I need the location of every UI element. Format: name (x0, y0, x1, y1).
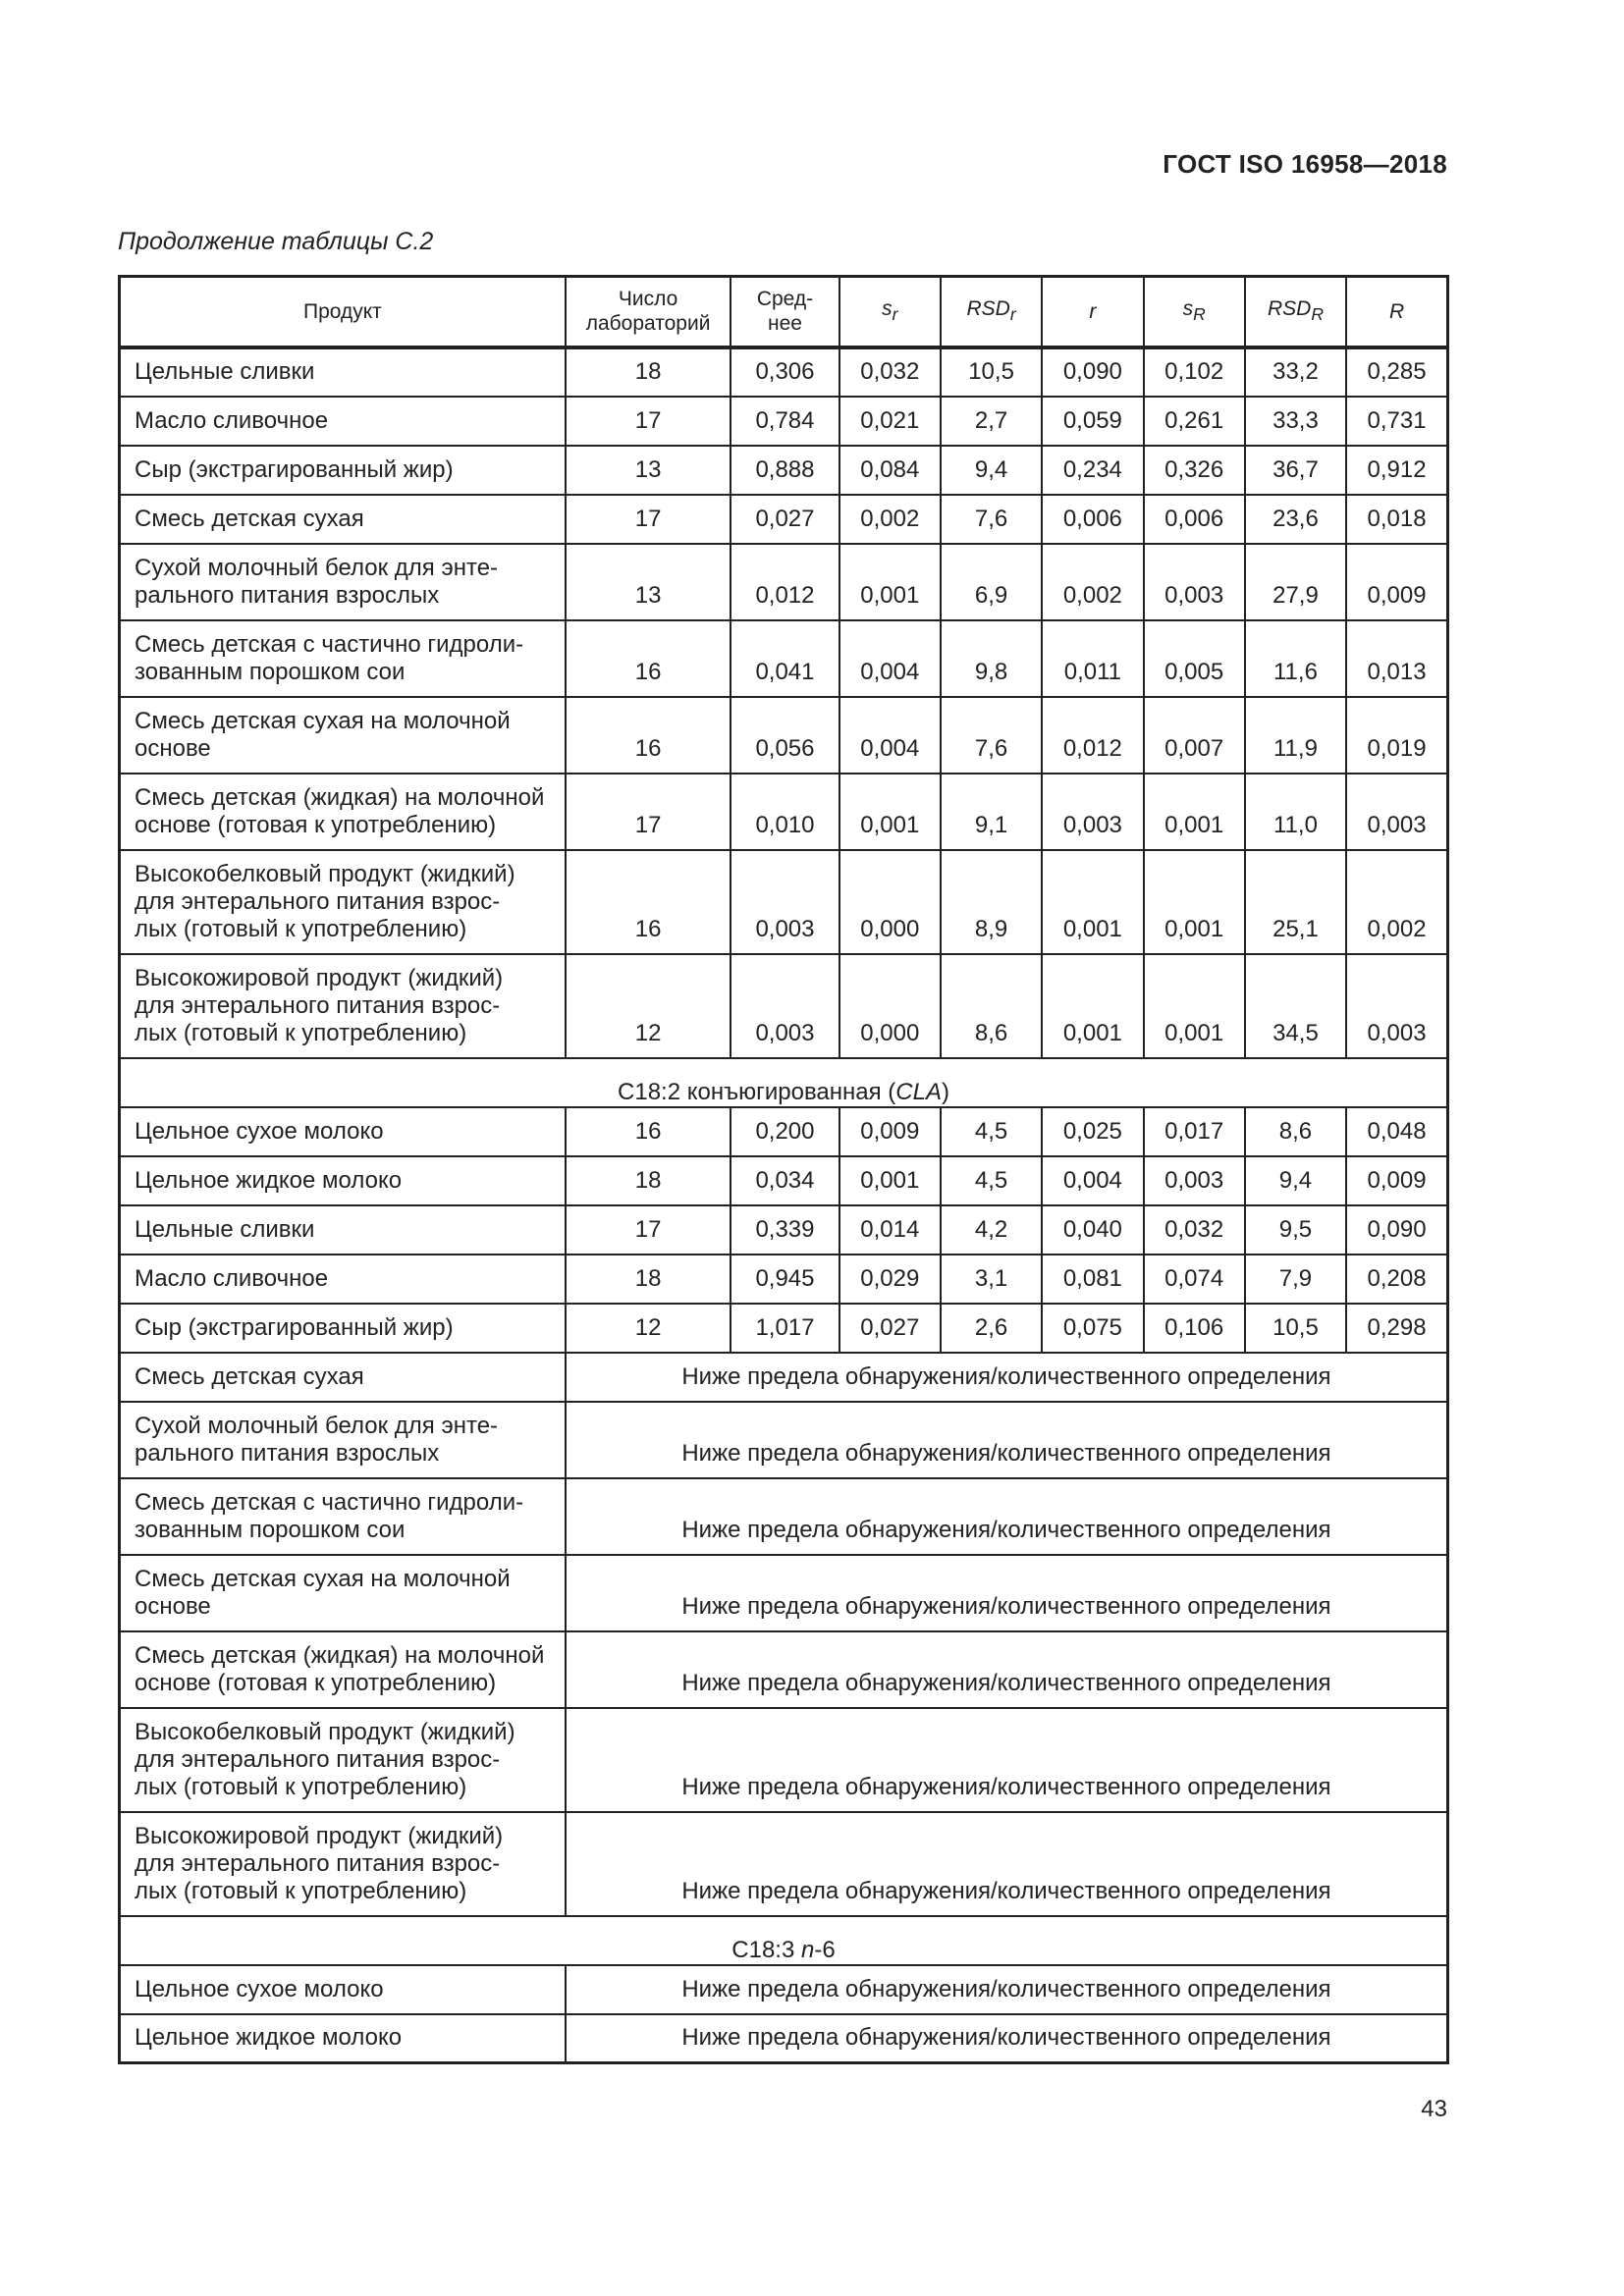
table-row (120, 446, 1448, 495)
value-rsdR: 11,0 (1245, 774, 1346, 850)
product-name: Смесь детская сухая (120, 495, 566, 544)
section-header-cla (120, 1058, 1448, 1107)
below-limit-note: Ниже предела обнаружения/количественного определения (566, 2014, 1448, 2063)
below-limit-note: Ниже предела обнаружения/количественного определения (566, 1812, 1448, 1916)
product-name: Сухой молочный белок для энте- рального питания взрослых (120, 1402, 566, 1478)
value-sR: 0,326 (1144, 446, 1245, 495)
value-labs: 16 (566, 850, 731, 954)
page-number: 43 (1421, 2096, 1447, 2122)
value-sr: 0,001 (839, 774, 941, 850)
value-R: 0,002 (1346, 850, 1447, 954)
product-name: Смесь детская сухая (120, 1353, 566, 1402)
value-sR: 0,017 (1144, 1107, 1245, 1156)
value-sR: 0,007 (1144, 697, 1245, 774)
value-rsdR: 34,5 (1245, 954, 1346, 1058)
value-mean: 0,056 (731, 697, 839, 774)
value-R: 0,009 (1346, 544, 1447, 620)
value-sR: 0,005 (1144, 620, 1245, 697)
value-mean: 0,888 (731, 446, 839, 495)
product-name: Смесь детская сухая на молочной основе (120, 1555, 566, 1631)
product-name: Смесь детская с частично гидроли- зованным порошком сои (120, 1478, 566, 1555)
value-sr: 0,001 (839, 1156, 941, 1205)
value-rsdr: 10,5 (941, 347, 1042, 397)
value-R: 0,298 (1346, 1304, 1447, 1353)
value-sr: 0,000 (839, 954, 941, 1058)
product-name: Смесь детская сухая на молочной основе (120, 697, 566, 774)
product-name: Цельное жидкое молоко (120, 1156, 566, 1205)
col-header-R: R (1346, 277, 1447, 347)
value-r: 0,001 (1042, 954, 1143, 1058)
value-labs: 12 (566, 954, 731, 1058)
data-table (118, 275, 1449, 2064)
value-rsdr: 3,1 (941, 1255, 1042, 1304)
value-rsdr: 4,5 (941, 1107, 1042, 1156)
value-rsdR: 11,6 (1245, 620, 1346, 697)
value-rsdR: 10,5 (1245, 1304, 1346, 1353)
value-sR: 0,106 (1144, 1304, 1245, 1353)
value-rsdr: 2,6 (941, 1304, 1042, 1353)
table-row (120, 850, 1448, 954)
table-row (120, 1304, 1448, 1353)
value-rsdr: 2,7 (941, 397, 1042, 446)
value-labs: 16 (566, 620, 731, 697)
below-limit-note: Ниже предела обнаружения/количественного определения (566, 1353, 1448, 1402)
value-r: 0,234 (1042, 446, 1143, 495)
value-mean: 0,034 (731, 1156, 839, 1205)
value-R: 0,912 (1346, 446, 1447, 495)
value-r: 0,059 (1042, 397, 1143, 446)
value-rsdr: 7,6 (941, 495, 1042, 544)
table-row (120, 1708, 1448, 1812)
col-header-rsdR: $RSD_R$ (1245, 277, 1346, 347)
value-rsdr: 8,9 (941, 850, 1042, 954)
value-sr: 0,029 (839, 1255, 941, 1304)
value-mean: 0,945 (731, 1255, 839, 1304)
value-rsdr: 9,4 (941, 446, 1042, 495)
below-limit-note: Ниже предела обнаружения/количественного определения (566, 1708, 1448, 1812)
col-header-mean: Сред- нее (731, 277, 839, 347)
value-R: 0,019 (1346, 697, 1447, 774)
value-R: 0,208 (1346, 1255, 1447, 1304)
value-r: 0,003 (1042, 774, 1143, 850)
below-limit-note: Ниже предела обнаружения/количественного определения (566, 1555, 1448, 1631)
value-mean: 0,027 (731, 495, 839, 544)
col-header-sR: $s_R$ (1144, 277, 1245, 347)
product-name: Масло сливочное (120, 1255, 566, 1304)
product-name: Цельное сухое молоко (120, 1107, 566, 1156)
table-row (120, 620, 1448, 697)
value-sR: 0,001 (1144, 850, 1245, 954)
section-title: С18:3 n-6 (120, 1916, 1448, 1965)
table-row (120, 347, 1448, 397)
value-rsdr: 8,6 (941, 954, 1042, 1058)
value-labs: 17 (566, 397, 731, 446)
product-name: Сыр (экстрагированный жир) (120, 1304, 566, 1353)
table-row (120, 697, 1448, 774)
product-name: Цельные сливки (120, 1205, 566, 1255)
value-rsdR: 9,4 (1245, 1156, 1346, 1205)
value-rsdR: 7,9 (1245, 1255, 1346, 1304)
col-header-sr: $s_r$ (839, 277, 941, 347)
col-header-rsdr: $RSD_r$ (941, 277, 1042, 347)
table-row (120, 495, 1448, 544)
value-sR: 0,032 (1144, 1205, 1245, 1255)
value-R: 0,009 (1346, 1156, 1447, 1205)
below-limit-note: Ниже предела обнаружения/количественного определения (566, 1402, 1448, 1478)
value-r: 0,081 (1042, 1255, 1143, 1304)
value-rsdR: 8,6 (1245, 1107, 1346, 1156)
table-row (120, 1965, 1448, 2014)
value-rsdR: 27,9 (1245, 544, 1346, 620)
value-labs: 16 (566, 697, 731, 774)
section-title: С18:2 конъюгированная (CLA) (120, 1058, 1448, 1107)
below-limit-note: Ниже предела обнаружения/количественного определения (566, 1631, 1448, 1708)
value-labs: 13 (566, 544, 731, 620)
value-r: 0,040 (1042, 1205, 1143, 1255)
product-name: Цельное жидкое молоко (120, 2014, 566, 2063)
col-header-r: r (1042, 277, 1143, 347)
value-rsdR: 33,2 (1245, 347, 1346, 397)
value-rsdR: 9,5 (1245, 1205, 1346, 1255)
value-sr: 0,004 (839, 620, 941, 697)
value-sr: 0,009 (839, 1107, 941, 1156)
table-row (120, 397, 1448, 446)
value-mean: 0,200 (731, 1107, 839, 1156)
product-name: Масло сливочное (120, 397, 566, 446)
value-sR: 0,102 (1144, 347, 1245, 397)
table-row (120, 1478, 1448, 1555)
value-R: 0,731 (1346, 397, 1447, 446)
value-rsdR: 36,7 (1245, 446, 1346, 495)
value-R: 0,018 (1346, 495, 1447, 544)
value-mean: 0,003 (731, 954, 839, 1058)
value-sR: 0,074 (1144, 1255, 1245, 1304)
product-name: Высокобелковый продукт (жидкий) для энтерального питания взрос- лых (готовый к употреблению) (120, 850, 566, 954)
value-sR: 0,006 (1144, 495, 1245, 544)
product-name: Сыр (экстрагированный жир) (120, 446, 566, 495)
value-rsdr: 7,6 (941, 697, 1042, 774)
value-rsdr: 6,9 (941, 544, 1042, 620)
table-header (120, 277, 1448, 347)
table-row (120, 1353, 1448, 1402)
value-sR: 0,001 (1144, 954, 1245, 1058)
value-sr: 0,002 (839, 495, 941, 544)
value-labs: 13 (566, 446, 731, 495)
value-mean: 0,339 (731, 1205, 839, 1255)
product-name: Смесь детская (жидкая) на молочной основе (готовая к употреблению) (120, 1631, 566, 1708)
value-R: 0,003 (1346, 774, 1447, 850)
value-mean: 1,017 (731, 1304, 839, 1353)
value-labs: 17 (566, 495, 731, 544)
below-limit-note: Ниже предела обнаружения/количественного определения (566, 1478, 1448, 1555)
value-r: 0,012 (1042, 697, 1143, 774)
value-labs: 17 (566, 1205, 731, 1255)
value-sr: 0,032 (839, 347, 941, 397)
value-rsdr: 4,2 (941, 1205, 1042, 1255)
value-sR: 0,003 (1144, 544, 1245, 620)
table-row (120, 1107, 1448, 1156)
value-sr: 0,027 (839, 1304, 941, 1353)
below-limit-note: Ниже предела обнаружения/количественного определения (566, 1965, 1448, 2014)
value-labs: 12 (566, 1304, 731, 1353)
value-rsdr: 9,8 (941, 620, 1042, 697)
product-name: Сухой молочный белок для энте- рального питания взрослых (120, 544, 566, 620)
value-r: 0,090 (1042, 347, 1143, 397)
table-row (120, 954, 1448, 1058)
table-row (120, 1205, 1448, 1255)
value-rsdr: 9,1 (941, 774, 1042, 850)
product-name: Высокобелковый продукт (жидкий) для энтерального питания взрос- лых (готовый к употреблению) (120, 1708, 566, 1812)
product-name: Смесь детская (жидкая) на молочной основе (готовая к употреблению) (120, 774, 566, 850)
value-sr: 0,000 (839, 850, 941, 954)
value-R: 0,285 (1346, 347, 1447, 397)
value-mean: 0,012 (731, 544, 839, 620)
value-rsdR: 25,1 (1245, 850, 1346, 954)
value-R: 0,090 (1346, 1205, 1447, 1255)
table-body (120, 347, 1448, 2063)
value-r: 0,004 (1042, 1156, 1143, 1205)
value-r: 0,075 (1042, 1304, 1143, 1353)
table-row (120, 1255, 1448, 1304)
value-rsdR: 33,3 (1245, 397, 1346, 446)
product-name: Цельные сливки (120, 347, 566, 397)
product-name: Высокожировой продукт (жидкий) для энтерального питания взрос- лых (готовый к употреблению) (120, 954, 566, 1058)
value-labs: 18 (566, 1156, 731, 1205)
table-row (120, 2014, 1448, 2063)
value-R: 0,003 (1346, 954, 1447, 1058)
table-row (120, 1555, 1448, 1631)
value-r: 0,006 (1042, 495, 1143, 544)
value-rsdr: 4,5 (941, 1156, 1042, 1205)
value-labs: 18 (566, 1255, 731, 1304)
product-name: Высокожировой продукт (жидкий) для энтерального питания взрос- лых (готовый к употреблению) (120, 1812, 566, 1916)
table-row (120, 1156, 1448, 1205)
product-name: Цельное сухое молоко (120, 1965, 566, 2014)
table-row (120, 544, 1448, 620)
value-sr: 0,084 (839, 446, 941, 495)
col-header-labs: Число лабораторий (566, 277, 731, 347)
value-sr: 0,014 (839, 1205, 941, 1255)
value-sr: 0,001 (839, 544, 941, 620)
value-r: 0,001 (1042, 850, 1143, 954)
value-mean: 0,010 (731, 774, 839, 850)
value-mean: 0,003 (731, 850, 839, 954)
value-labs: 16 (566, 1107, 731, 1156)
value-labs: 17 (566, 774, 731, 850)
document-code: ГОСТ ISO 16958—2018 (1163, 149, 1447, 179)
value-sr: 0,021 (839, 397, 941, 446)
value-R: 0,013 (1346, 620, 1447, 697)
table-row (120, 1402, 1448, 1478)
table-row (120, 774, 1448, 850)
value-sR: 0,003 (1144, 1156, 1245, 1205)
value-r: 0,002 (1042, 544, 1143, 620)
value-r: 0,025 (1042, 1107, 1143, 1156)
col-header-product: Продукт (120, 277, 566, 347)
table-caption: Продолжение таблицы С.2 (118, 228, 434, 255)
value-mean: 0,784 (731, 397, 839, 446)
value-mean: 0,306 (731, 347, 839, 397)
value-mean: 0,041 (731, 620, 839, 697)
table-row (120, 1812, 1448, 1916)
value-labs: 18 (566, 347, 731, 397)
value-R: 0,048 (1346, 1107, 1447, 1156)
section-header-c18-3 (120, 1916, 1448, 1965)
value-r: 0,011 (1042, 620, 1143, 697)
value-rsdR: 11,9 (1245, 697, 1346, 774)
value-sR: 0,001 (1144, 774, 1245, 850)
product-name: Смесь детская с частично гидроли- зованным порошком сои (120, 620, 566, 697)
table-row (120, 1631, 1448, 1708)
value-rsdR: 23,6 (1245, 495, 1346, 544)
value-sr: 0,004 (839, 697, 941, 774)
value-sR: 0,261 (1144, 397, 1245, 446)
